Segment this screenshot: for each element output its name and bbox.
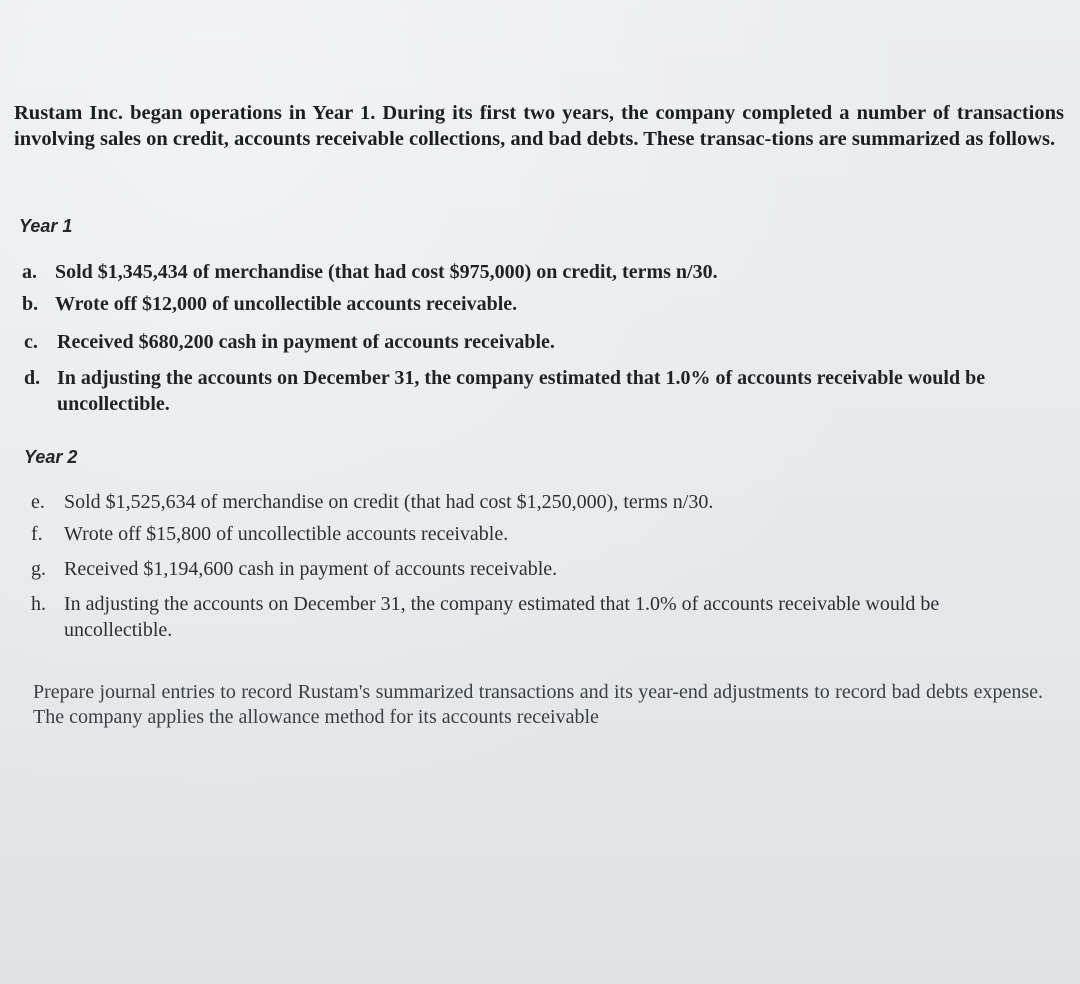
year-2-heading: Year 2 — [24, 447, 78, 467]
item-text: Wrote off $12,000 of uncollectible accounts receivable. — [55, 293, 518, 315]
transaction-item — [31, 489, 1051, 515]
item-text: Sold $1,525,634 of merchandise on credit (that had cost $1,250,000), terms n/30. — [64, 491, 714, 513]
transaction-item — [22, 291, 1062, 317]
transaction-item — [31, 556, 1051, 582]
item-letter: e. — [31, 491, 45, 513]
item-text: Wrote off $15,800 of uncollectible accounts receivable. — [64, 523, 509, 545]
item-letter: d. — [24, 367, 41, 389]
item-text: Received $680,200 cash in payment of accounts receivable. — [57, 331, 555, 353]
item-text: Received $1,194,600 cash in payment of accounts receivable. — [64, 558, 558, 580]
transaction-item — [31, 521, 1051, 547]
item-letter: b. — [22, 293, 39, 315]
transaction-item — [24, 329, 1064, 355]
item-letter: h. — [31, 593, 46, 615]
item-text: Sold $1,345,434 of merchandise (that had cost $975,000) on credit, terms n/30. — [55, 261, 718, 283]
transaction-item — [24, 365, 1059, 417]
item-letter: c. — [24, 331, 38, 353]
item-text: In adjusting the accounts on December 31, the company estimated that 1.0% of accounts receivable would be uncollectible. — [57, 367, 986, 415]
item-letter: f. — [31, 523, 43, 545]
year-1-heading: Year 1 — [19, 216, 73, 236]
instruction-text: Prepare journal entries to record Rustam's summarized transactions and its year-end adjustments to record bad debts expense. The company applies the allowance method for its accounts receivable — [33, 681, 1043, 728]
item-text: In adjusting the accounts on December 31, the company estimated that 1.0% of accounts receivable would be uncollectible. — [64, 593, 940, 641]
transaction-item — [22, 259, 1062, 285]
problem-intro: Rustam Inc. began operations in Year 1. During its first two years, the company completed a number of transactions involving sales on credit, accounts receivable collections, and bad debts. These transac-tions are summarized as follows. — [14, 102, 1064, 150]
transaction-item — [31, 591, 1046, 643]
item-letter: a. — [22, 261, 37, 283]
item-letter: g. — [31, 558, 46, 580]
